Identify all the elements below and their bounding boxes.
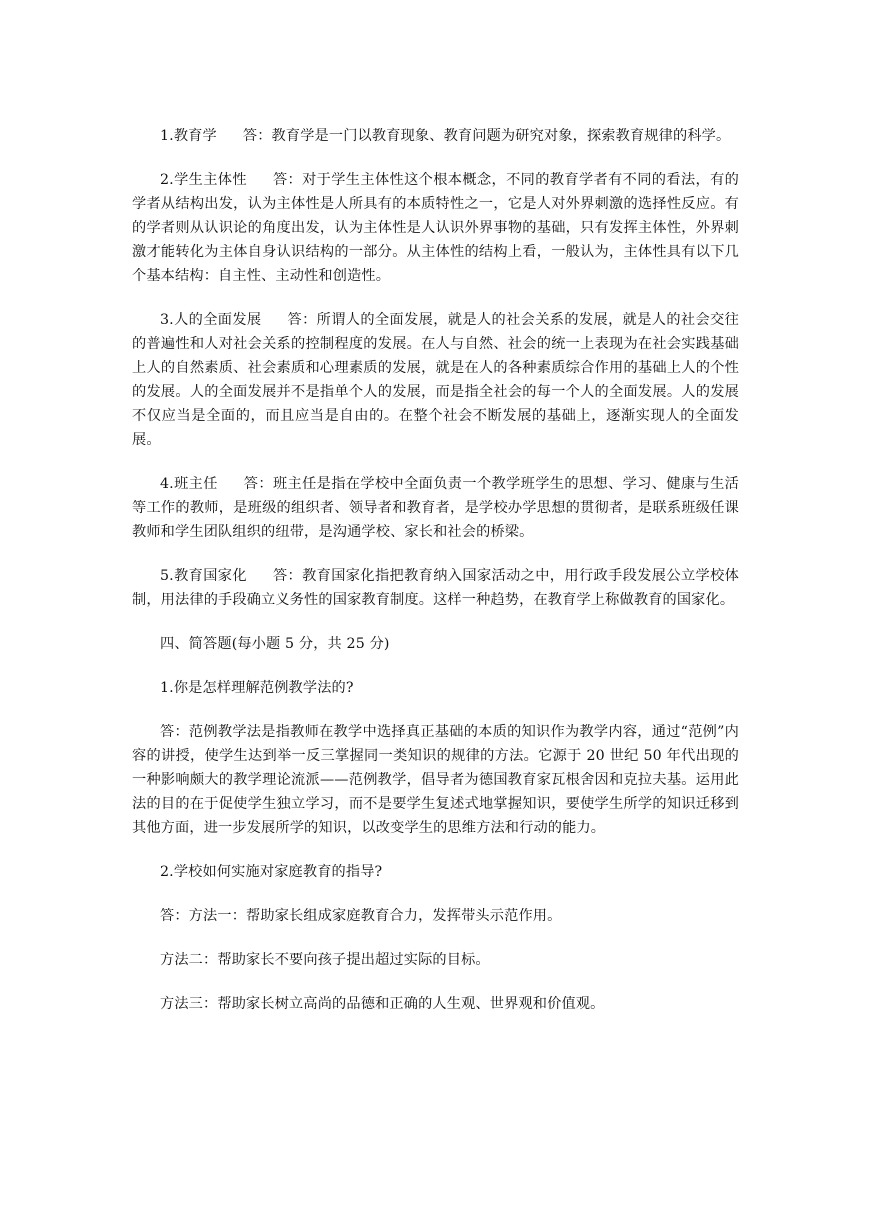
definition-item xyxy=(132,472,739,544)
question-answer: 方法二：帮助家长不要向孩子提出超过实际的目标。 xyxy=(160,952,490,968)
question-title: 1.你是怎样理解范例教学法的? xyxy=(160,680,354,696)
definition-answer: 答：所谓人的全面发展，就是人的社会关系的发展，就是人的社会交往的普遍性和人对社会关系的控制程度的发展。在人与自然、社会的统一上表现为在社会实践基础上人的自然素质、社会素质和心理素质的发展，就是在人的各种素质综合作用的基础上人的个性的发展。人的全面发展并不是指单个人的发展，而是指全社会的每一个人的全面发展。人的发展不仅应当是全面的，而且应当是自由的。在整个社会不断发展的基础上，逐渐实现人的全面发展。 xyxy=(132,312,739,448)
definition-term: 3.人的全面发展 xyxy=(160,312,262,328)
definition-answer: 答：班主任是指在学校中全面负责一个教学班学生的思想、学习、健康与生活等工作的教师，是班级的组织者、领导者和教育者，是学校办学思想的贯彻者，是联系班级任课教师和学生团队组织的纽带，是沟通学校、家长和社会的桥梁。 xyxy=(132,476,739,540)
question-answer: 方法三：帮助家长树立高尚的品德和正确的人生观、世界观和价值观。 xyxy=(160,996,605,1012)
definition-answer: 答：教育学是一门以教育现象、教育问题为研究对象，探索教育规律的科学。 xyxy=(242,128,731,144)
document-body xyxy=(132,124,739,1036)
definition-answer: 答：教育国家化指把教育纳入国家活动之中，用行政手段发展公立学校体制，用法律的手段确立义务性的国家教育制度。这样一种趋势，在教育学上称做教育的国家化。 xyxy=(132,568,739,608)
question-title: 2.学校如何实施对家庭教育的指导? xyxy=(160,864,383,880)
definition-term: 2.学生主体性 xyxy=(160,172,247,188)
definition-item xyxy=(132,308,739,452)
definition-term: 1.教育学 xyxy=(160,128,217,144)
definition-item xyxy=(132,564,739,612)
definition-term: 4.班主任 xyxy=(160,476,218,492)
question-answer: 答：方法一：帮助家长组成家庭教育合力，发挥带头示范作用。 xyxy=(160,908,562,924)
definition-item xyxy=(132,124,739,148)
definition-answer: 答：对于学生主体性这个根本概念，不同的教育学者有不同的看法，有的学者从结构出发，认为主体性是人所具有的本质特性之一，它是人对外界刺激的选择性反应。有的学者则从认识论的角度出发，认为主体性是人认识外界事物的基础，只有发挥主体性，外界刺激才能转化为主体自身认识结构的一部分。从主体性的结构上看，一般认为，主体性具有以下几个基本结构：自主性、主动性和创造性。 xyxy=(132,172,739,284)
question-answer: 答：范例教学法是指教师在教学中选择真正基础的本质的知识作为教学内容，通过“范例”内容的讲授，使学生达到举一反三掌握同一类知识的规律的方法。它源于 20 世纪 50 年代出现的一种影响颇大的教学理论流派——范例教学，倡导者为德国教育家瓦根舍因和克拉夫基。运用此法的目的在于促使学生独立学习，而不是要学生复述式地掌握知识，要使学生所学的知识迁移到其他方面，进一步发展所学的知识，以改变学生的思维方法和行动的能力。 xyxy=(132,724,739,836)
section-heading: 四、简答题(每小题 5 分，共 25 分) xyxy=(160,636,390,652)
definition-term: 5.教育国家化 xyxy=(160,568,247,584)
definition-item xyxy=(132,168,739,288)
